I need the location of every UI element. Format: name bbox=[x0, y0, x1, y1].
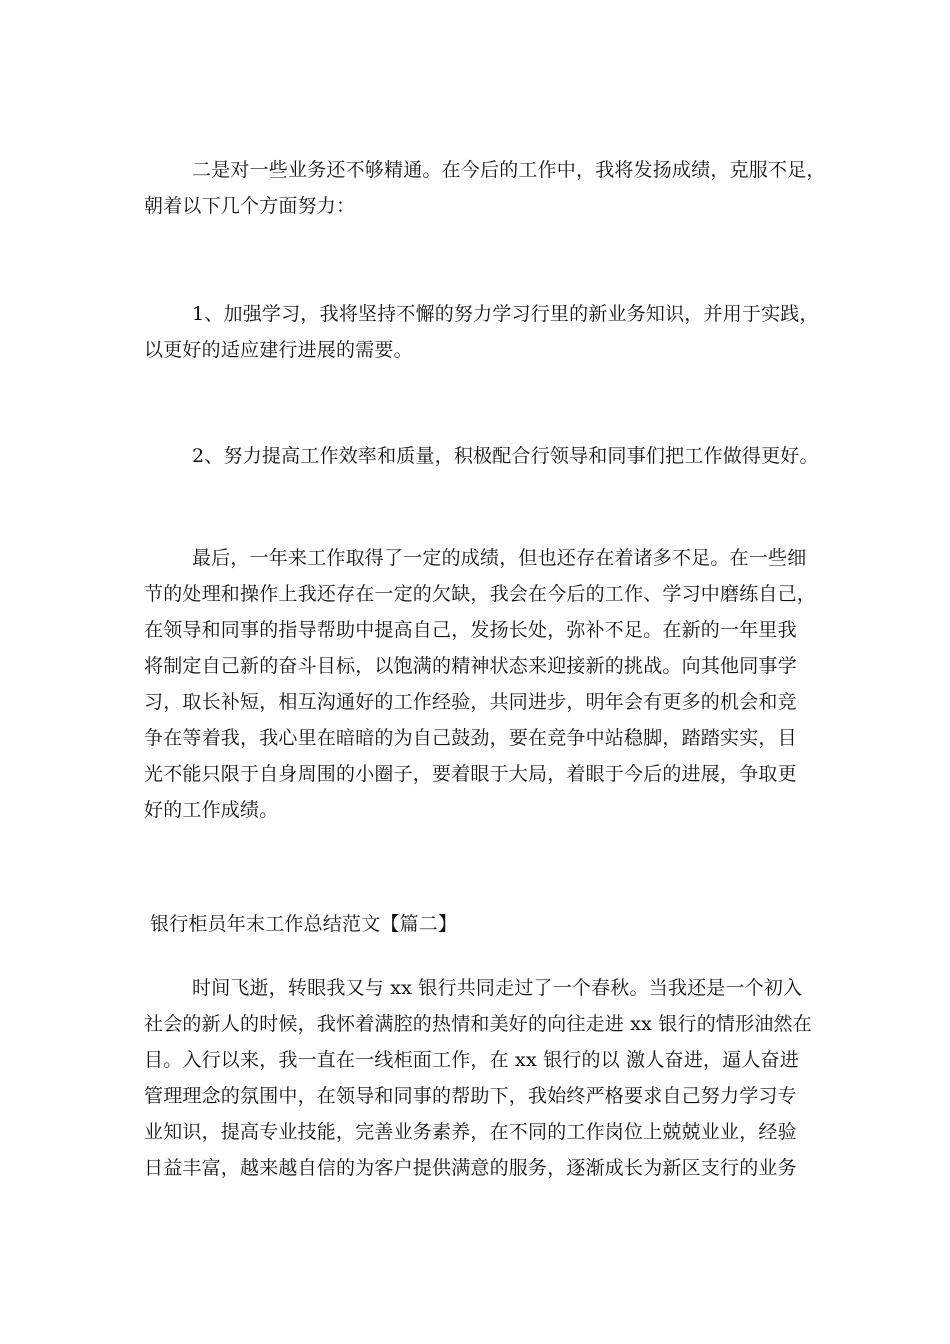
paragraph-conclusion bbox=[144, 540, 816, 828]
text-line: 业知识，提高专业技能，完善业务素养，在不同的工作岗位上兢兢业业，经验 bbox=[144, 1121, 797, 1143]
text-line: 将制定自己新的奋斗目标，以饱满的精神状态来迎接新的挑战。向其他同事学 bbox=[144, 655, 797, 677]
text-line: 争在等着我，我心里在暗暗的为自己鼓劲，要在竞争中站稳脚，踏踏实实，目 bbox=[144, 727, 797, 749]
text-line: 在领导和同事的指导帮助中提高自己，发扬长处，弥补不足。在新的一年里我 bbox=[144, 619, 797, 641]
text-line: 社会的新人的时候，我怀着满腔的热情和美好的向往走进 xx 银行的情形油然在 bbox=[144, 1013, 812, 1035]
text-line: 2、努力提高工作效率和质量，积极配合行领导和同事们把工作做得更好。 bbox=[192, 445, 819, 467]
text-line: 时间飞逝，转眼我又与 xx 银行共同走过了一个春秋。当我还是一个初入 bbox=[192, 977, 803, 999]
text-line: 以更好的适应建行进展的需要。 bbox=[144, 339, 413, 361]
section-heading bbox=[150, 906, 822, 942]
text-line: 管理理念的氛围中，在领导和同事的帮助下，我始终严格要求自己努力学习专 bbox=[144, 1085, 797, 1107]
text-line: 二是对一些业务还不够精通。在今后的工作中，我将发扬成绩，克服不足， bbox=[192, 159, 826, 181]
paragraph-item-2 bbox=[144, 438, 819, 474]
text-line: 目。入行以来，我一直在一线柜面工作，在 xx 银行的以 激人奋进，逼人奋进 bbox=[144, 1049, 799, 1071]
paragraph-item-1 bbox=[144, 296, 819, 368]
text-line: 朝着以下几个方面努力： bbox=[144, 195, 356, 217]
text-line: 光不能只限于自身周围的小圈子，要着眼于大局，着眼于今后的进展，争取更 bbox=[144, 763, 797, 785]
text-line: 节的处理和操作上我还存在一定的欠缺，我会在今后的工作、学习中磨练自己， bbox=[144, 583, 817, 605]
text-line: 1、加强学习，我将坚持不懈的努力学习行里的新业务知识，并用于实践， bbox=[192, 303, 819, 325]
section-heading-text: 银行柜员年末工作总结范文【篇二】 bbox=[150, 913, 458, 935]
paragraph-weakness bbox=[144, 152, 826, 224]
text-line: 最后，一年来工作取得了一定的成绩，但也还存在着诸多不足。在一些细 bbox=[192, 547, 807, 569]
text-line: 日益丰富，越来越自信的为客户提供满意的服务，逐渐成长为新区支行的业务 bbox=[144, 1157, 797, 1179]
paragraph-section-two-intro bbox=[144, 970, 816, 1186]
text-line: 好的工作成绩。 bbox=[144, 799, 279, 821]
text-line: 习，取长补短，相互沟通好的工作经验，共同进步，明年会有更多的机会和竞 bbox=[144, 691, 797, 713]
